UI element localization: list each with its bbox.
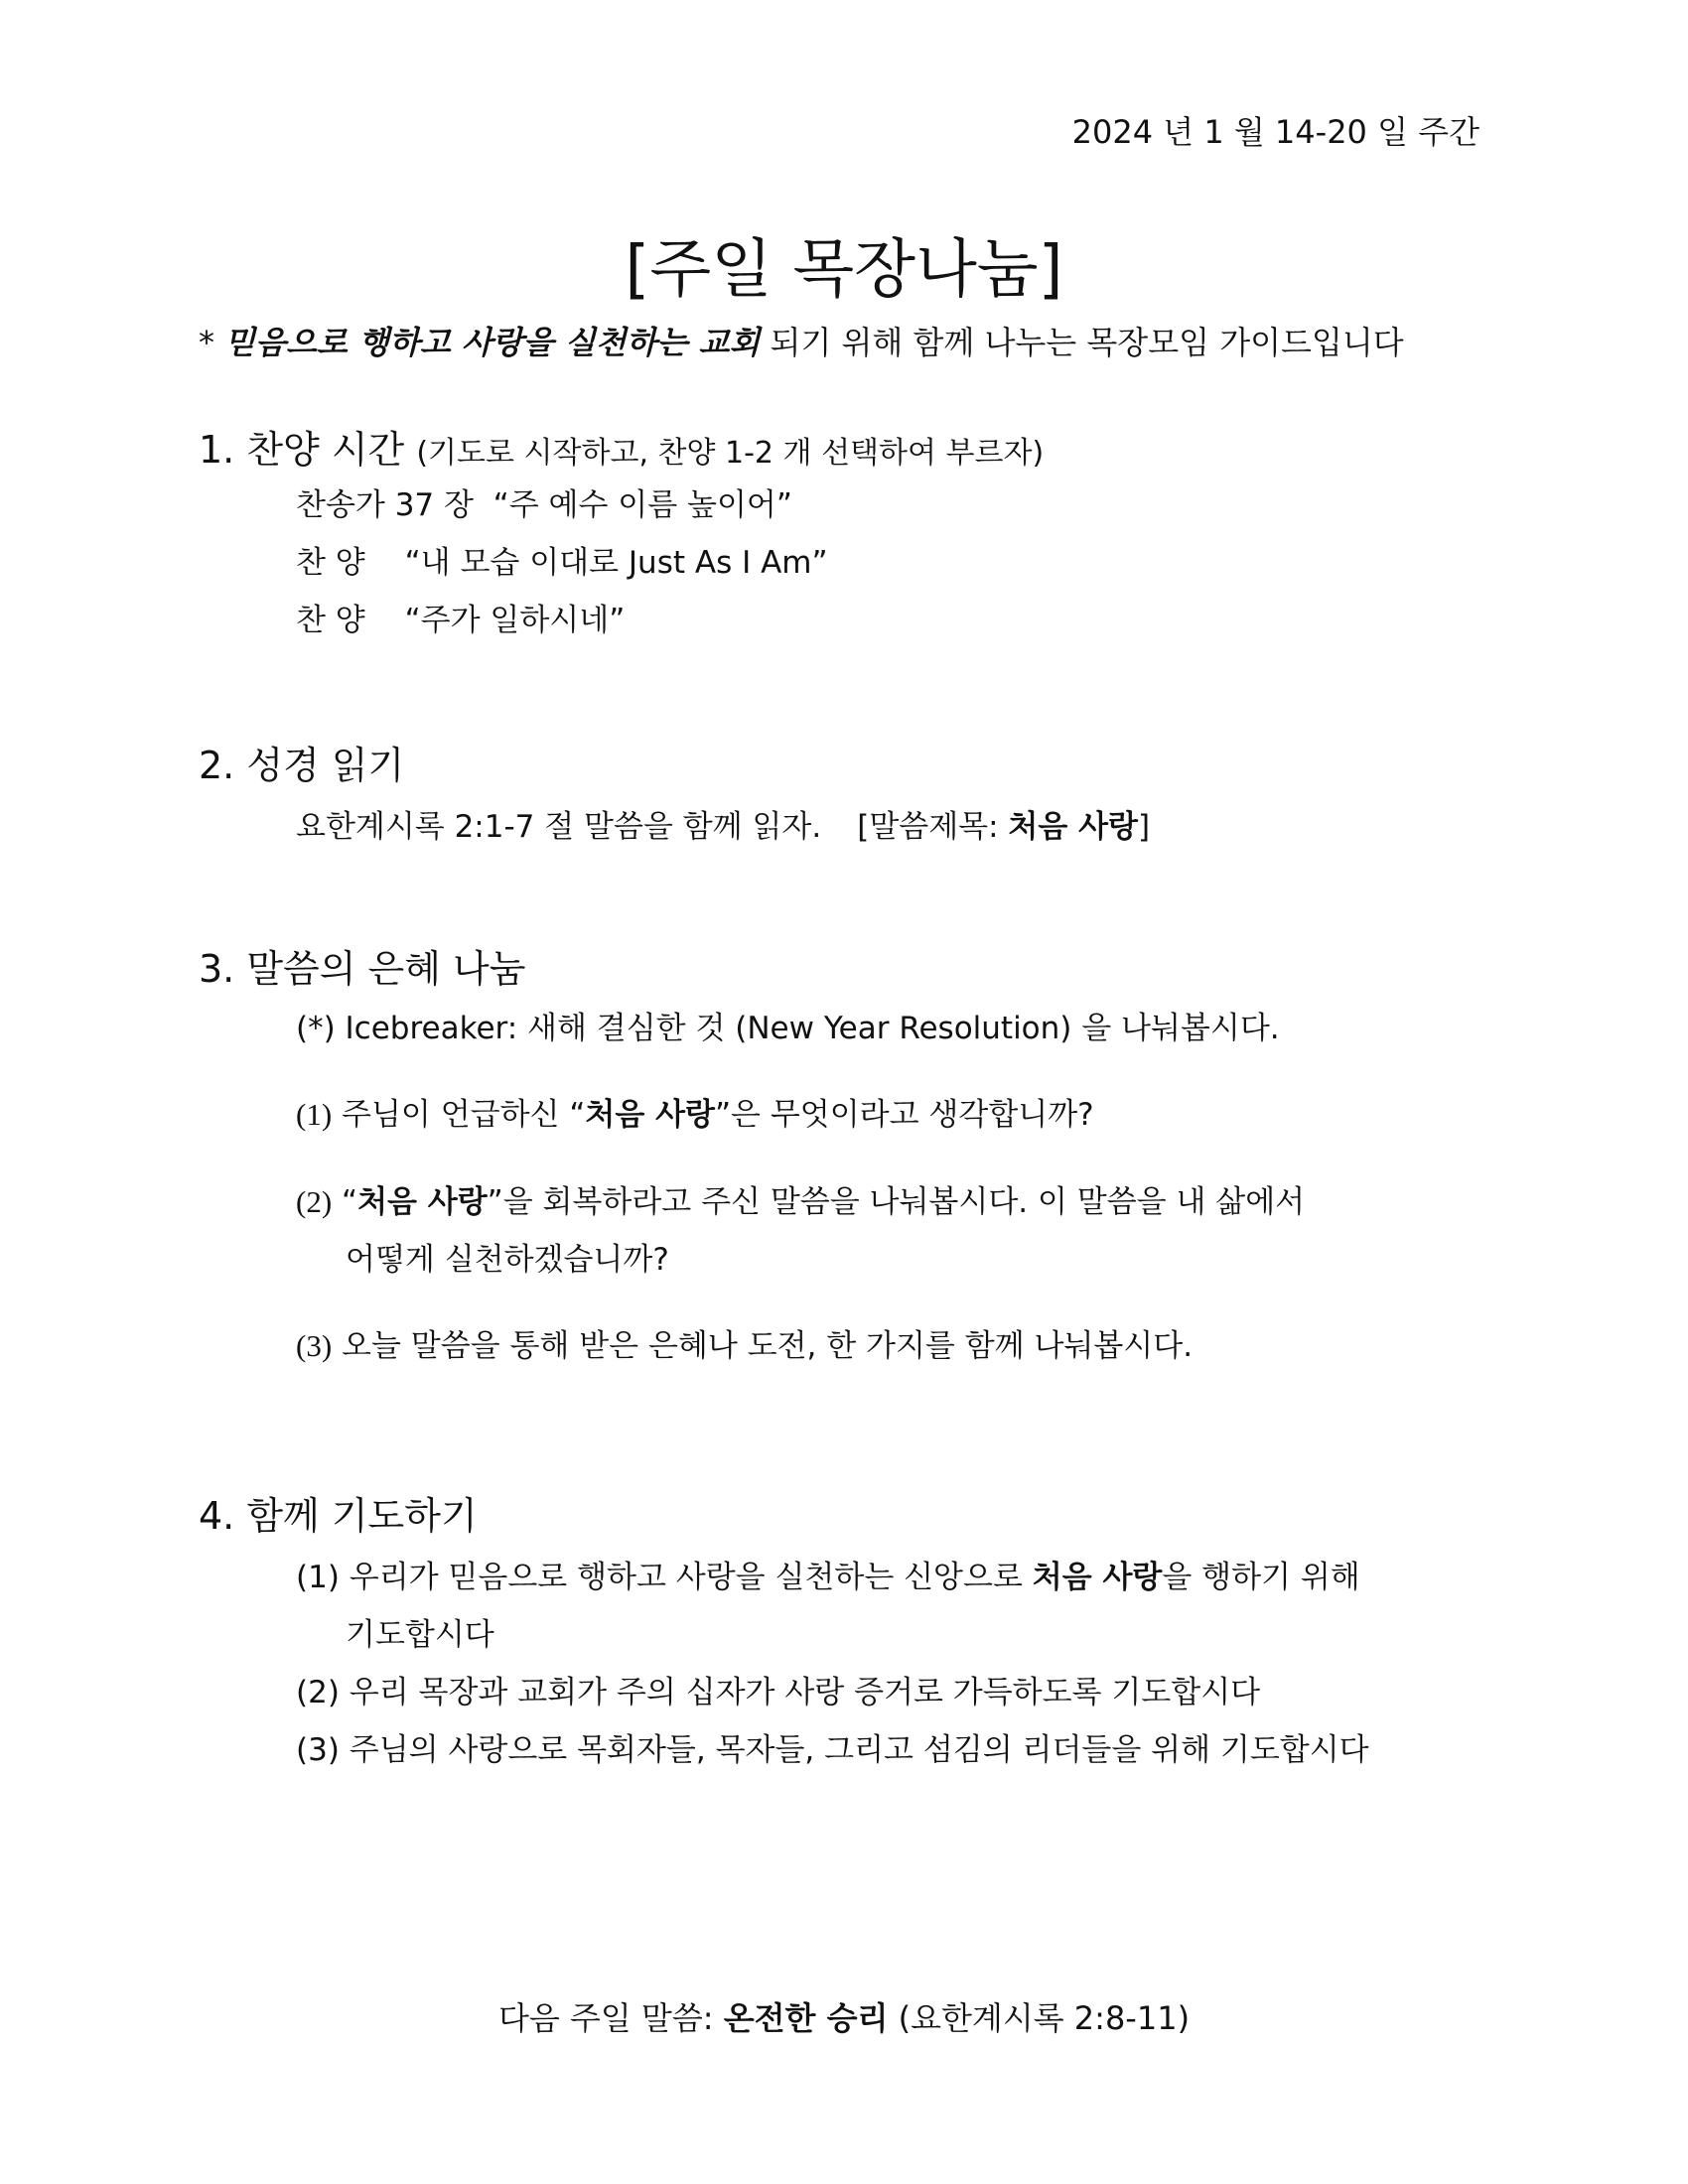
- question-text: 주님이 언급하신 “: [342, 1097, 586, 1133]
- bible-reading: [296, 801, 1150, 846]
- question-emphasis: 처음 사랑: [357, 1184, 488, 1220]
- next-sermon-title: 온전한 승리: [723, 1999, 889, 2037]
- song-2: [296, 537, 828, 582]
- sermon-suffix: ]: [1138, 809, 1151, 845]
- song-1: [296, 479, 792, 524]
- section-3-heading: 3. 말씀의 은혜 나눔: [199, 947, 526, 991]
- section-2-heading: 2. 성경 읽기: [199, 744, 405, 787]
- question-2-continued: 어떻게 실천하겠습니까?: [346, 1242, 669, 1278]
- prayer-2: (2) 우리 목장과 교회가 주의 십자가 사랑 증거로 가득하도록 기도합시다: [296, 1675, 1261, 1710]
- reading-text: 요한계시록 2:1-7 절 말씀을 함께 읽자.: [296, 809, 822, 845]
- song-title: “내 모습 이대로 Just As I Am”: [404, 545, 828, 581]
- sermon-title: 처음 사랑: [1008, 809, 1138, 845]
- question-text: 오늘 말씀을 통해 받은 은혜나 도전, 한 가지를 함께 나눠봅시다.: [342, 1328, 1194, 1364]
- prayer-text: 을 행하기 위해: [1162, 1560, 1360, 1595]
- question-1: [296, 1089, 1094, 1134]
- page-title: [주일 목장나눔]: [625, 233, 1063, 307]
- prayer-3: (3) 주님의 사랑으로 목회자들, 목자들, 그리고 섬김의 리더들을 위해 기도합시다: [296, 1732, 1369, 1768]
- section-1-title: 1. 찬양 시간: [199, 428, 405, 472]
- section-4-heading: 4. 함께 기도하기: [199, 1494, 478, 1538]
- question-3: [296, 1320, 1193, 1365]
- next-sermon-label: 다음 주일 말씀:: [497, 1999, 714, 2037]
- song-label: 찬 양: [296, 603, 365, 638]
- song-title: “주가 일하시네”: [404, 603, 626, 638]
- question-number: (3): [296, 1328, 333, 1363]
- guide-line: [199, 318, 1404, 363]
- next-sermon: [0, 1993, 1688, 2039]
- section-1-note: (기도로 시작하고, 찬양 1-2 개 선택하여 부르자): [416, 436, 1045, 471]
- song-3: [296, 595, 625, 639]
- guide-asterisk: *: [199, 324, 214, 361]
- prayer-1-continued: 기도합시다: [346, 1617, 494, 1653]
- section-1-heading: [199, 419, 1044, 474]
- question-number: (1): [296, 1097, 333, 1132]
- week-date: 2024 년 1 월 14-20 일 주간: [1071, 113, 1479, 151]
- prayer-text: (1) 우리가 믿음으로 행하고 사랑을 실천하는 신앙으로: [296, 1560, 1023, 1595]
- question-emphasis: 처음 사랑: [585, 1097, 715, 1133]
- next-sermon-reference: (요한계시록 2:8-11): [898, 1999, 1191, 2037]
- sermon-prefix: [말씀제목:: [857, 809, 1009, 845]
- question-text: ”을 회복하라고 주신 말씀을 나눠봅시다. 이 말씀을 내 삶에서: [487, 1184, 1306, 1220]
- question-2: [296, 1176, 1305, 1221]
- guide-emphasis: 믿음으로 행하고 사랑을 실천하는 교회: [224, 324, 761, 361]
- icebreaker: (*) Icebreaker: 새해 결심한 것 (New Year Resolution) 을 나눠봅시다.: [296, 1011, 1280, 1046]
- song-label: 찬송가 37 장: [296, 487, 474, 523]
- question-text: “: [342, 1184, 358, 1220]
- song-title: “주 예수 이름 높이어”: [492, 487, 792, 523]
- guide-rest: 되기 위해 함께 나누는 목장모임 가이드입니다: [770, 324, 1404, 361]
- question-number: (2): [296, 1184, 333, 1219]
- prayer-1: [296, 1552, 1360, 1596]
- song-label: 찬 양: [296, 545, 365, 581]
- question-text: ”은 무엇이라고 생각합니까?: [714, 1097, 1094, 1133]
- prayer-emphasis: 처음 사랑: [1032, 1560, 1163, 1595]
